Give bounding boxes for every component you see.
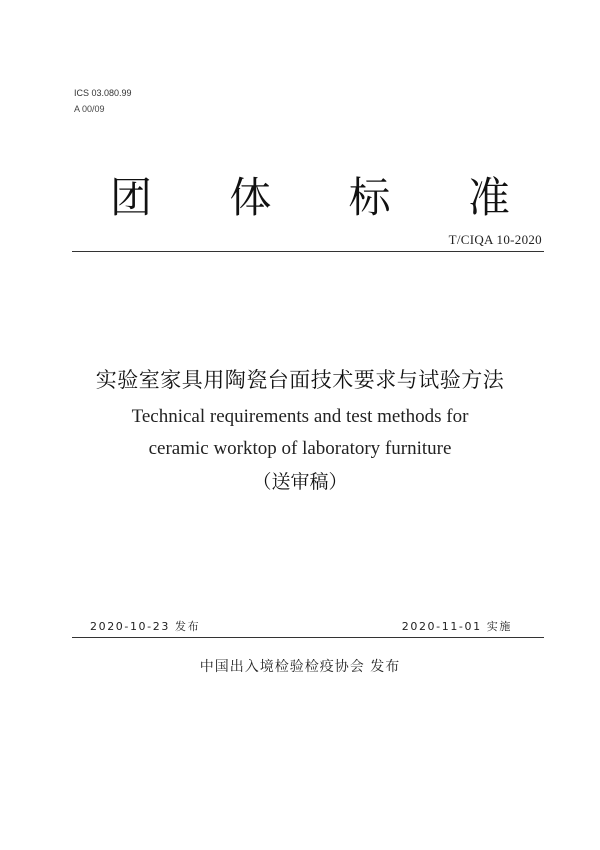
chinese-title: 实验室家具用陶瓷台面技术要求与试验方法 <box>95 368 505 392</box>
english-title-line-2: ceramic worktop of laboratory furniture <box>148 438 452 459</box>
heading-char-2: 体 <box>229 173 272 222</box>
ccs-code: A 00/09 <box>74 104 105 114</box>
heading-char-1: 团 <box>110 173 153 222</box>
top-divider <box>72 251 544 252</box>
publisher: 中国出入境检验检疫协会 发布 <box>199 659 401 675</box>
implementation-date: 2020-11-01 实施 <box>401 620 512 633</box>
heading-char-3: 标 <box>348 173 391 222</box>
bottom-divider <box>72 637 544 638</box>
ics-code: ICS 03.080.99 <box>74 88 132 98</box>
heading-char-4: 准 <box>467 173 510 222</box>
issue-date: 2020-10-23 发布 <box>90 620 201 633</box>
draft-note: （送审稿） <box>252 471 348 493</box>
standard-type-heading <box>110 168 510 228</box>
english-title-line-1: Technical requirements and test methods for <box>131 406 469 427</box>
standard-number: T/CIQA 10-2020 <box>448 232 542 247</box>
